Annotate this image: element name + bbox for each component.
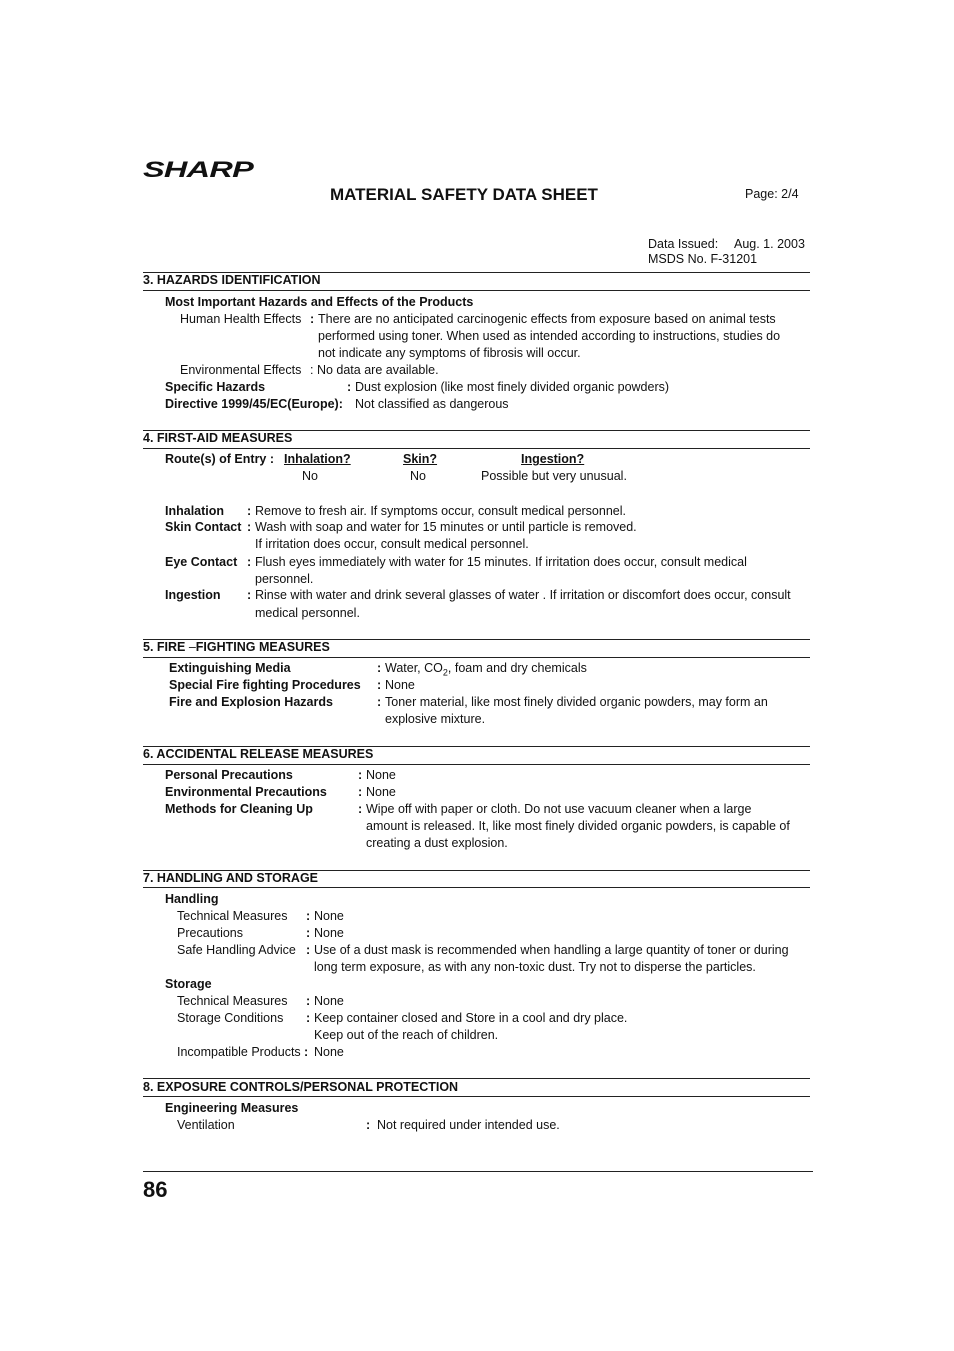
directive-label: Directive 1999/45/EC(Europe): [165,397,343,411]
cleaning-methods-line-3: creating a dust explosion. [366,836,508,850]
colon: : [377,678,382,692]
special-procedures-label: Special Fire fighting Procedures [169,678,361,692]
environmental-effects-label: Environmental Effects [180,363,302,377]
ingestion-column-header: Ingestion? [521,452,585,466]
handling-subheading: Handling [165,892,219,906]
storage-technical-label: Technical Measures [177,994,288,1008]
storage-conditions-line-2: Keep out of the reach of children. [314,1028,499,1042]
safe-handling-line-1: Use of a dust mask is recommended when handling a large quantity of toner or during [314,943,789,957]
human-health-line-1: There are no anticipated carcinogenic effects from exposure based on animal tests [318,312,776,326]
engineering-measures-subheading: Engineering Measures [165,1101,299,1115]
msds-number: MSDS No. F-31201 [648,252,758,266]
cleaning-methods-line-2: amount is released. It, like most finely divided organic powders, is capable of [366,819,790,833]
colon: : [247,588,252,602]
ventilation-label: Ventilation [177,1118,235,1132]
inhalation-value: Remove to fresh air. If symptoms occur, consult medical personnel. [255,504,626,518]
section-4-heading: 4. FIRST-AID MEASURES [143,431,293,445]
storage-technical-value: None [314,994,344,1008]
data-issued-value: Aug. 1. 2003 [734,237,805,251]
technical-measures-value: None [314,909,344,923]
colon: : [358,785,363,799]
human-health-line-3: not indicate any symptoms of fibrosis will occur. [318,346,581,360]
section-7-heading: 7. HANDLING AND STORAGE [143,871,319,885]
specific-hazards-value: Dust explosion (like most finely divided organic powders) [355,380,670,394]
ventilation-value: Not required under intended use. [377,1118,560,1132]
skin-contact-line-1: Wash with soap and water for 15 minutes or until particle is removed. [255,520,637,534]
sharp-logo [143,158,255,180]
cleaning-methods-line-1: Wipe off with paper or cloth. Do not use vacuum cleaner when a large [366,802,752,816]
skin-route-value: No [410,469,426,483]
section-6-heading: 6. ACCIDENTAL RELEASE MEASURES [143,747,374,761]
colon: : [358,768,363,782]
extinguishing-media-value [385,660,587,682]
colon: : [306,943,311,957]
colon: : [304,1045,309,1059]
section-rule [143,290,810,291]
section-rule [143,887,810,888]
fire-explosion-line-1: Toner material, like most finely divided organic powders, may form an [385,695,768,709]
environmental-effects-value: : No data are available. [310,363,439,377]
page-indicator: Page: 2/4 [745,187,799,201]
precautions-value: None [314,926,344,940]
specific-hazards-label: Specific Hazards [165,380,266,394]
media-subscript: 2 [442,667,448,678]
skin-column-header: Skin? [403,452,438,466]
technical-measures-label: Technical Measures [177,909,288,923]
special-procedures-value: None [385,678,415,692]
fire-explosion-hazards-label: Fire and Explosion Hazards [169,695,333,709]
personal-precautions-value: None [366,768,396,782]
colon: : [377,695,382,709]
inhalation-column-header: Inhalation? [284,452,351,466]
colon: : [247,555,252,569]
section-3-heading: 3. HAZARDS IDENTIFICATION [143,273,321,287]
data-issued-label: Data Issued: [648,237,719,251]
precautions-label: Precautions [177,926,244,940]
safe-handling-line-2: long term exposure, as with any non-toxic dust. Try not to disperse the particles. [314,960,756,974]
colon: : [247,504,252,518]
heading-prefix: 5. FIRE [143,640,189,654]
media-text-b: , foam and dry chemicals [447,661,587,675]
colon: : [366,1118,371,1132]
environmental-precautions-label: Environmental Precautions [165,785,327,799]
routes-of-entry-label: Route(s) of Entry : [165,452,275,466]
storage-subheading: Storage [165,977,212,991]
colon: : [306,994,311,1008]
ingestion-route-value: Possible but very unusual. [481,469,627,483]
colon: : [306,1011,311,1025]
human-health-label: Human Health Effects [180,312,302,326]
human-health-line-2: performed using toner. When used as intended according to instructions, studies do [318,329,781,343]
colon: : [247,520,252,534]
hazards-subheading: Most Important Hazards and Effects of the Products [165,295,474,309]
colon: : [306,909,311,923]
eye-contact-label: Eye Contact [165,555,238,569]
svg-text:SHARP: SHARP [143,158,255,180]
environmental-precautions-value: None [366,785,396,799]
heading-rest: FIGHTING MEASURES [195,640,330,654]
ingestion-line-1: Rinse with water and drink several glasses of water . If irritation or discomfort does occur, consult [255,588,791,602]
footer-rule [143,1171,813,1172]
colon: : [377,661,382,675]
colon: : [310,312,315,326]
safe-handling-label: Safe Handling Advice [177,943,296,957]
colon: : [358,802,363,816]
eye-contact-line-2: personnel. [255,572,314,586]
ingestion-label: Ingestion [165,588,221,602]
storage-conditions-label: Storage Conditions [177,1011,284,1025]
storage-conditions-line-1: Keep container closed and Store in a cool and dry place. [314,1011,628,1025]
section-8-heading: 8. EXPOSURE CONTROLS/PERSONAL PROTECTION [143,1080,459,1094]
document-title: MATERIAL SAFETY DATA SHEET [330,185,598,204]
section-5-heading [143,639,330,656]
fire-explosion-line-2: explosive mixture. [385,712,486,726]
colon: : [347,380,352,394]
section-rule [143,1096,810,1097]
heading-dash: – [188,640,196,654]
cleaning-methods-label: Methods for Cleaning Up [165,802,313,816]
colon: : [306,926,311,940]
page-number: 86 [143,1177,168,1202]
inhalation-label: Inhalation [165,504,225,518]
incompatible-products-value: None [314,1045,344,1059]
section-rule [143,657,810,658]
eye-contact-line-1: Flush eyes immediately with water for 15 minutes. If irritation does occur, consult medical [255,555,747,569]
media-text-a: Water, CO [385,661,443,675]
personal-precautions-label: Personal Precautions [165,768,293,782]
incompatible-products-label: Incompatible Products [177,1045,301,1059]
inhalation-route-value: No [302,469,318,483]
skin-contact-label: Skin Contact [165,520,242,534]
directive-value: Not classified as dangerous [355,397,509,411]
extinguishing-media-label: Extinguishing Media [169,661,291,675]
section-rule [143,448,810,449]
section-rule [143,764,810,765]
skin-contact-line-2: If irritation does occur, consult medical personnel. [255,537,529,551]
ingestion-line-2: medical personnel. [255,606,360,620]
